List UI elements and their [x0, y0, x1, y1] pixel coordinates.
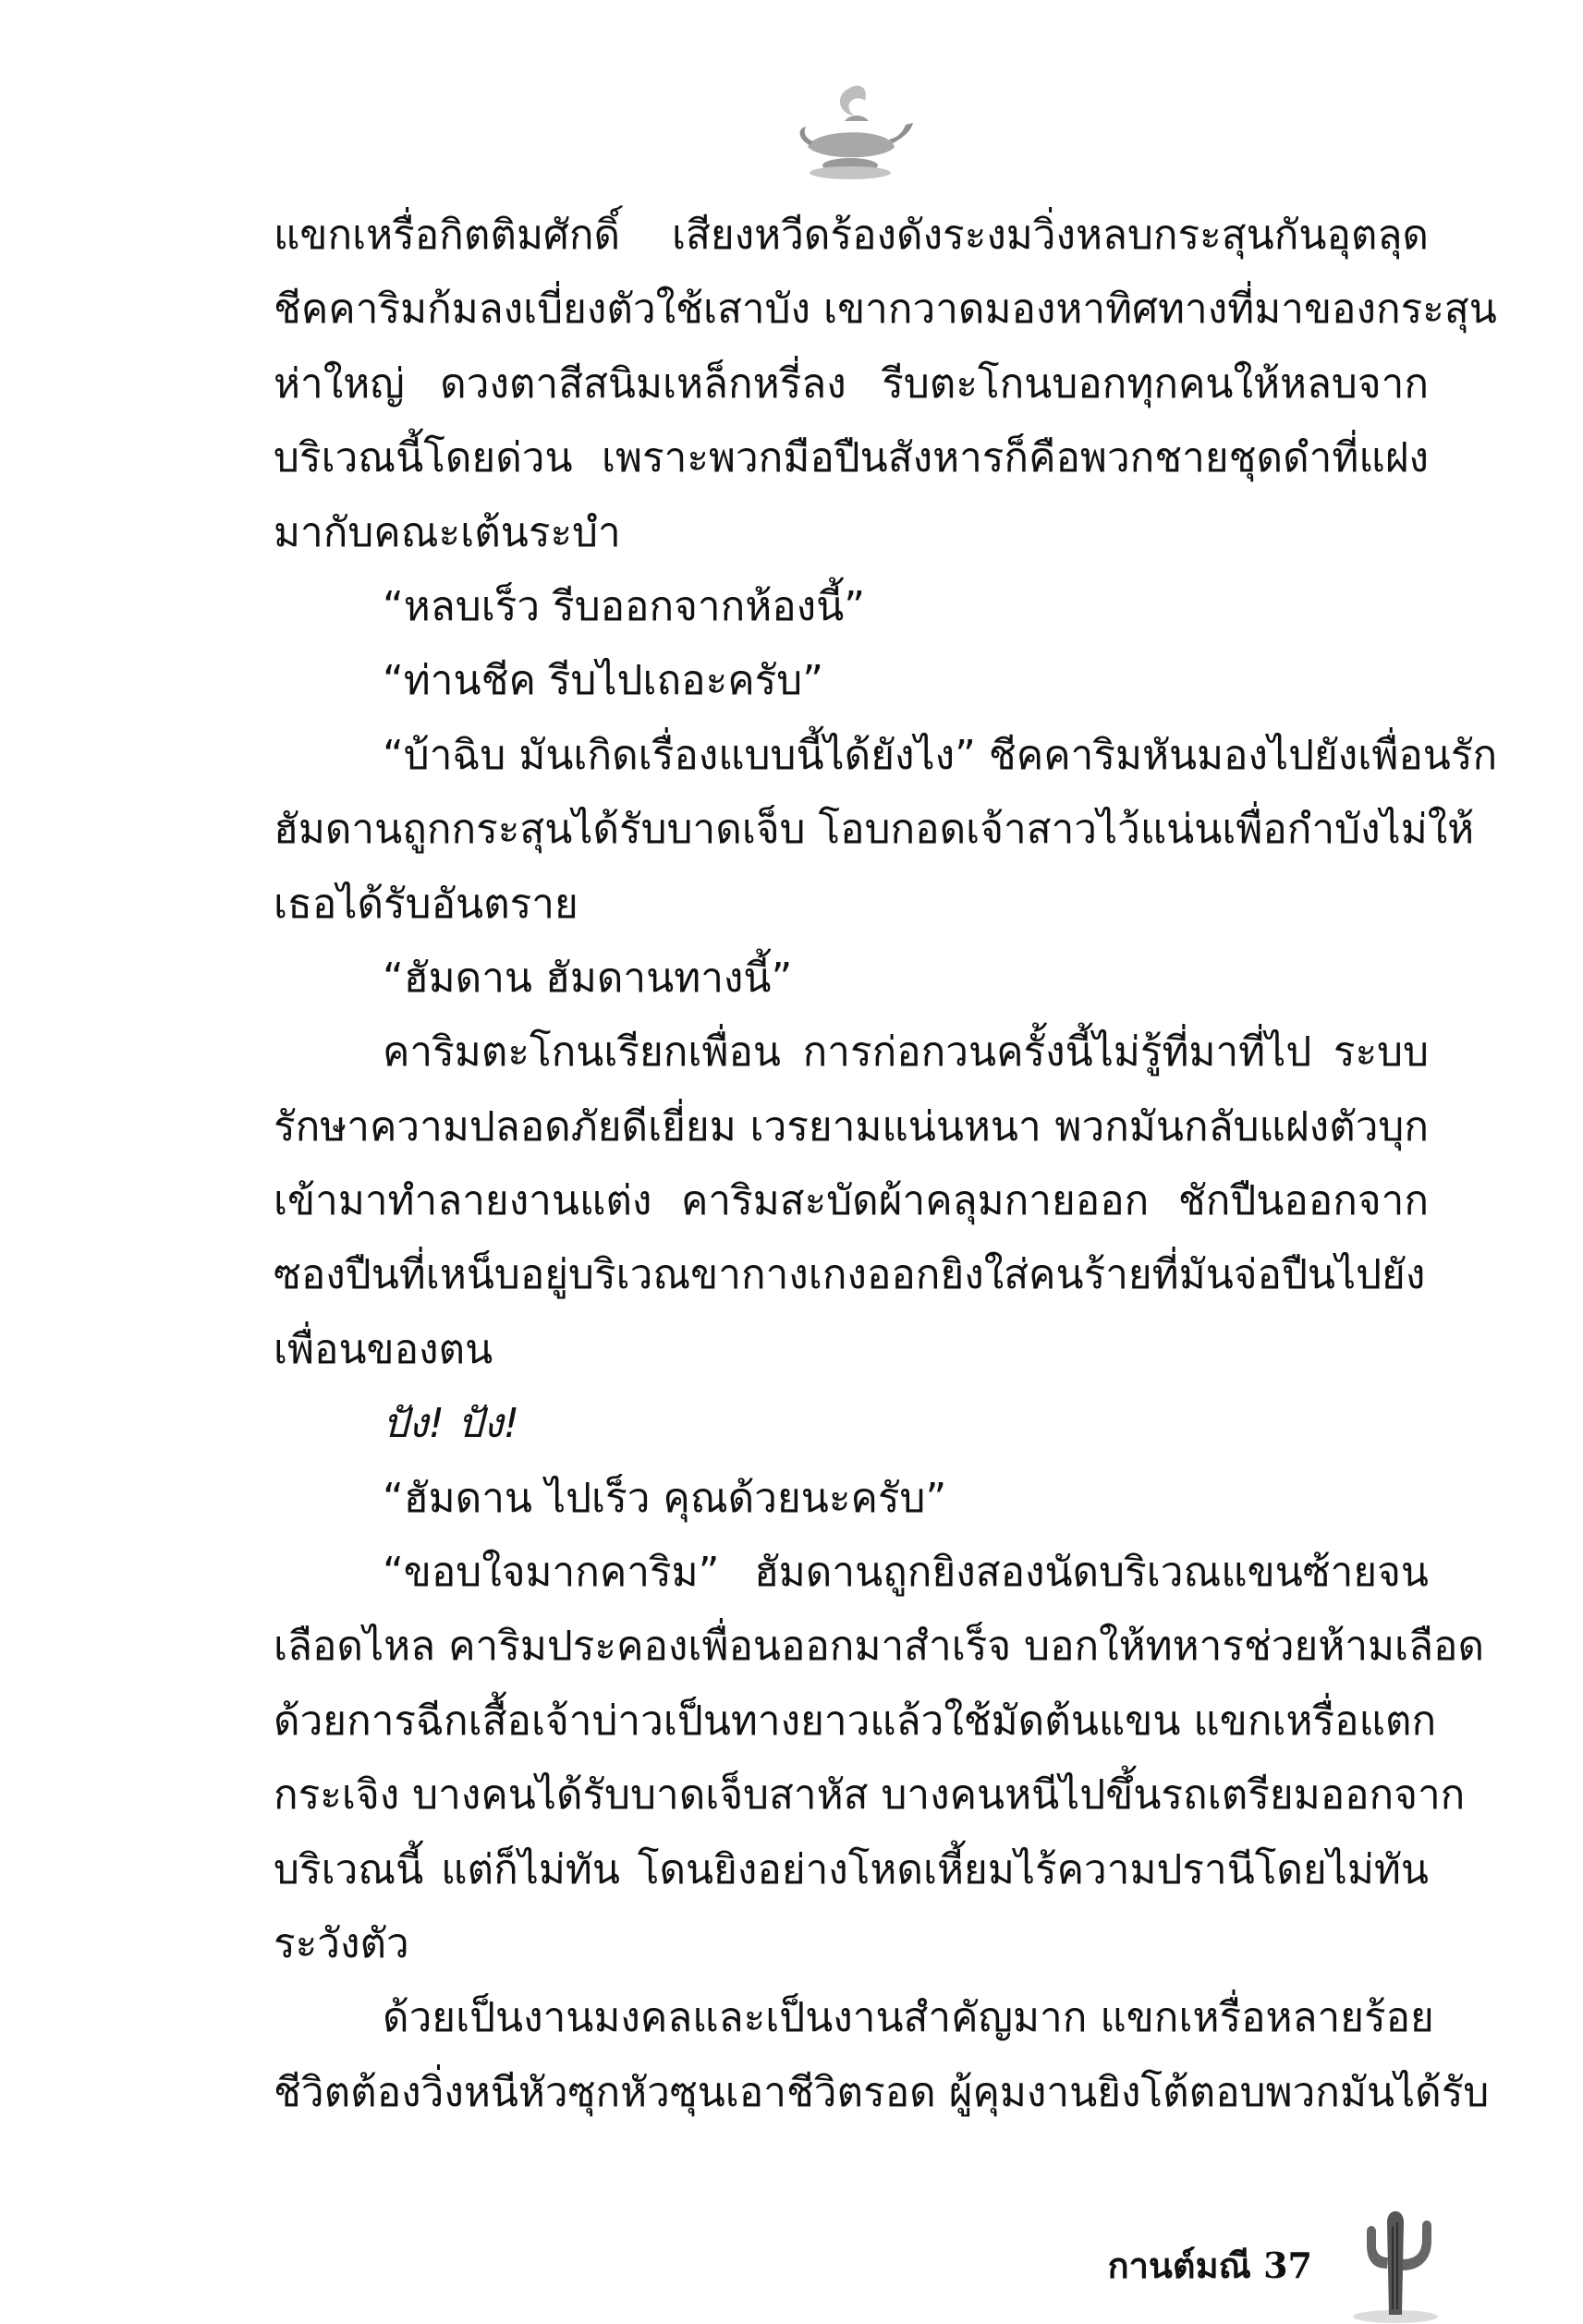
- text-line: เธอได้รับอันตราย: [274, 880, 578, 928]
- genie-lamp-icon: [785, 69, 915, 199]
- text-line: ระวังตัว: [274, 1919, 409, 1967]
- text-line: กระเจิง บางคนได้รับบาดเจ็บสาหัส บางคนหนีไปขึ้นรถเตรียมออกจาก: [274, 1771, 1466, 1819]
- text-line: ชีวิตต้องวิ่งหนีหัวซุกหัวซุนเอาชีวิตรอด ผู้คุมงานยิงโต้ตอบพวกมันได้รับ: [274, 2068, 1490, 2116]
- text-line: ห่าใหญ่ ดวงตาสีสนิมเหล็กหรี่ลง รีบตะโกนบอกทุกคนให้หลบจาก: [274, 359, 1429, 408]
- text-line: “ท่านชีค รีบไปเถอะครับ”: [383, 657, 824, 705]
- text-line: “หลบเร็ว รีบออกจากห้องนี้”: [383, 582, 866, 630]
- text-line: บริเวณนี้ แต่ก็ไม่ทัน โดนยิงอย่างโหดเหี้ยมไร้ความปรานีโดยไม่ทัน: [274, 1845, 1429, 1893]
- body-text: [274, 199, 1498, 2130]
- text-line: “ฮัมดาน ฮัมดานทางนี้”: [383, 954, 793, 1002]
- text-line: ด้วยการฉีกเสื้อเจ้าบ่าวเป็นทางยาวแล้วใช้มัดต้นแขน แขกเหรื่อแตก: [274, 1697, 1437, 1745]
- text-line: คาริมตะโกนเรียกเพื่อน การก่อกวนครั้งนี้ไม่รู้ที่มาที่ไป ระบบ: [383, 1028, 1429, 1077]
- text-line: ด้วยเป็นงานมงคลและเป็นงานสำคัญมาก แขกเหรื่อหลายร้อย: [383, 1994, 1434, 2042]
- cactus-icon: [1345, 2195, 1446, 2324]
- text-line: “ฮัมดาน ไปเร็ว คุณด้วยนะครับ”: [383, 1474, 947, 1522]
- footer-author-page: กานต์มณี 37: [1107, 2245, 1312, 2286]
- text-line: ปัง! ปัง!: [383, 1400, 520, 1448]
- text-line: “ขอบใจมากคาริม” ฮัมดานถูกยิงสองนัดบริเวณแขนซ้ายจน: [383, 1549, 1429, 1597]
- text-line: มากับคณะเต้นระบำ: [274, 508, 621, 556]
- text-line: ซองปืนที่เหน็บอยู่บริเวณขากางเกงออกยิงใส่คนร้ายที่มันจ่อปืนไปยัง: [274, 1251, 1426, 1299]
- text-line: เลือดไหล คาริมประคองเพื่อนออกมาสำเร็จ บอกให้ทหารช่วยห้ามเลือด: [274, 1623, 1485, 1671]
- text-line: รักษาความปลอดภัยดีเยี่ยม เวรยามแน่นหนา พวกมันกลับแฝงตัวบุก: [274, 1102, 1429, 1150]
- text-line: บริเวณนี้โดยด่วน เพราะพวกมือปืนสังหารก็คือพวกชายชุดดำที่แฝง: [274, 434, 1429, 482]
- text-line: “บ้าฉิบ มันเกิดเรื่องแบบนี้ได้ยังไง” ชีคคาริมหันมองไปยังเพื่อนรัก: [383, 731, 1498, 779]
- text-line: ฮัมดานถูกกระสุนได้รับบาดเจ็บ โอบกอดเจ้าสาวไว้แน่นเพื่อกำบังไม่ให้: [274, 806, 1475, 854]
- text-line: เข้ามาทำลายงานแต่ง คาริมสะบัดผ้าคลุมกายออก ชักปืนออกจาก: [274, 1177, 1429, 1225]
- text-line: เพื่อนของตน: [274, 1325, 493, 1373]
- text-line: ชีคคาริมก้มลงเบี่ยงตัวใช้เสาบัง เขากวาดมองหาทิศทางที่มาของกระสุน: [274, 286, 1497, 334]
- text-line: แขกเหรื่อกิตติมศักดิ์ เสียงหวีดร้องดังระงมวิ่งหลบกระสุนกันอุตลุด: [274, 212, 1429, 259]
